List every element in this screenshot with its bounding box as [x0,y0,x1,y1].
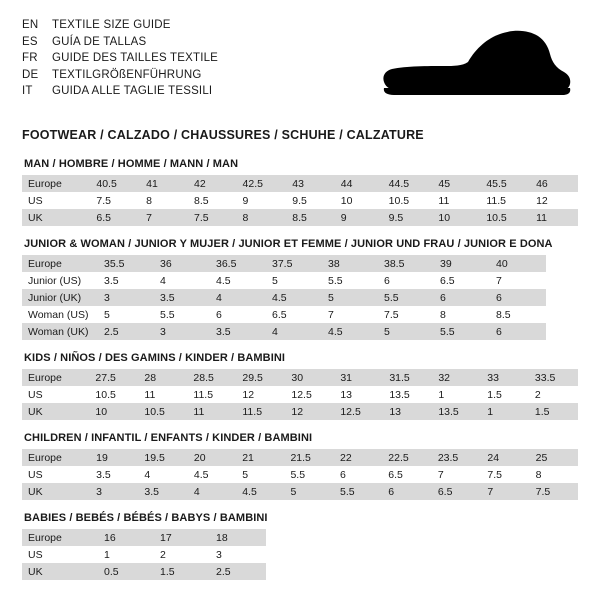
cell: 10 [335,192,383,209]
cell: 7 [481,483,529,500]
cell: 3 [154,323,210,340]
row-label: US [22,546,98,563]
cell: 12 [530,192,578,209]
row-label: Junior (UK) [22,289,98,306]
table-row [22,529,266,546]
cell: 4 [188,483,236,500]
cell: 1 [432,386,481,403]
cell: 6.5 [382,466,432,483]
section-kids [22,352,578,420]
cell: 6.5 [434,272,490,289]
table-row [22,272,546,289]
cell: 5 [284,483,334,500]
cell: 4 [138,466,188,483]
cell: 13.5 [383,386,432,403]
category-title: FOOTWEAR / CALZADO / CHAUSSURES / SCHUHE / CALZATURE [22,128,424,142]
cell: 24 [481,449,529,466]
cell: 5 [236,466,284,483]
table-row [22,563,266,580]
section-title: CHILDREN / INFANTIL / ENFANTS / KINDER / BAMBINI [24,432,313,444]
table-row [22,403,578,420]
cell: 10.5 [89,386,138,403]
page-header [22,16,578,114]
size-table-junior-woman [22,255,546,340]
cell: 4 [266,323,322,340]
cell: 12 [236,386,285,403]
cell: 2.5 [210,563,266,580]
cell: 7 [140,209,188,226]
cell: 45.5 [480,175,530,192]
cell: 6 [210,306,266,323]
row-label: UK [22,403,89,420]
cell: 32 [432,369,481,386]
cell: 2 [154,546,210,563]
language-code: ES [22,35,38,48]
cell: 25 [530,449,578,466]
cell: 11 [138,386,187,403]
cell: 10 [432,209,480,226]
cell: 33 [481,369,529,386]
cell: 9 [335,209,383,226]
language-title: GUIDE DES TAILLES TEXTILE [52,52,219,64]
table-row [22,369,578,386]
cell: 29.5 [236,369,285,386]
cell: 12 [285,403,334,420]
cell: 21 [236,449,284,466]
cell: 8 [530,466,578,483]
cell: 7 [322,306,378,323]
cell: 5.5 [322,272,378,289]
cell: 40.5 [90,175,140,192]
cell: 20 [188,449,236,466]
cell: 41 [140,175,188,192]
section-man [22,158,578,226]
cell: 1 [481,403,529,420]
cell: 4.5 [210,272,266,289]
cell: 19 [90,449,138,466]
cell: 8 [434,306,490,323]
cell: 31.5 [383,369,432,386]
language-title: GUIDA ALLE TAGLIE TESSILI [52,85,213,97]
language-title: TEXTILE SIZE GUIDE [52,19,171,31]
cell: 22.5 [382,449,432,466]
cell: 6 [434,289,490,306]
cell: 8.5 [490,306,546,323]
row-label: Woman (UK) [22,323,98,340]
cell: 23.5 [432,449,482,466]
cell: 8.5 [188,192,237,209]
cell: 10.5 [138,403,187,420]
size-table-kids [22,369,578,420]
cell: 3.5 [98,272,154,289]
table-row [22,546,266,563]
cell: 1.5 [481,386,529,403]
language-title: TEXTILGRÖßENFÜHRUNG [52,68,202,81]
cell: 6 [334,466,382,483]
cell: 42 [188,175,237,192]
table-row [22,175,578,192]
row-label: US [22,466,90,483]
row-label: Europe [22,175,90,192]
cell: 9.5 [286,192,335,209]
table-row [22,483,578,500]
cell: 5.5 [334,483,382,500]
cell: 1 [98,546,154,563]
cell: 3 [98,289,154,306]
size-table-children [22,449,578,500]
size-table-man [22,175,578,226]
cell: 7.5 [481,466,529,483]
table-row [22,323,546,340]
cell: 6 [382,483,432,500]
cell: 4.5 [266,289,322,306]
table-row [22,209,578,226]
language-row [22,18,218,34]
cell: 4 [210,289,266,306]
cell: 3.5 [138,483,188,500]
cell: 7 [490,272,546,289]
cell: 31 [334,369,383,386]
row-label: UK [22,483,90,500]
cell: 27.5 [89,369,138,386]
cell: 6 [490,289,546,306]
cell: 36 [154,255,210,272]
table-row [22,255,546,272]
cell: 39 [434,255,490,272]
cell: 6 [490,323,546,340]
language-row [22,84,218,100]
row-label: Europe [22,529,98,546]
cell: 36.5 [210,255,266,272]
language-code: FR [22,52,38,64]
cell: 10.5 [383,192,433,209]
cell: 6.5 [90,209,140,226]
cell: 33.5 [529,369,578,386]
cell: 11 [432,192,480,209]
dress-shoe-icon [372,26,572,114]
cell: 12.5 [285,386,334,403]
table-row [22,386,578,403]
row-label: Europe [22,255,98,272]
cell: 28.5 [187,369,236,386]
cell: 6.5 [432,483,482,500]
cell: 10 [89,403,138,420]
table-row [22,289,546,306]
cell: 3.5 [210,323,266,340]
cell: 4.5 [322,323,378,340]
language-title: GUÍA DE TALLAS [52,35,147,48]
row-label: UK [22,209,90,226]
cell: 11.5 [480,192,530,209]
language-row [22,35,218,51]
row-label: Junior (US) [22,272,98,289]
cell: 1.5 [529,403,578,420]
row-label: US [22,386,89,403]
section-title: KIDS / NIÑOS / DES GAMINS / KINDER / BAMBINI [24,352,286,364]
language-code: EN [22,19,39,31]
cell: 5.5 [434,323,490,340]
cell: 17 [154,529,210,546]
cell: 6 [378,272,434,289]
table-row [22,306,546,323]
row-label: UK [22,563,98,580]
cell: 38.5 [378,255,434,272]
section-babies [22,512,578,580]
cell: 30 [285,369,334,386]
section-title: MAN / HOMBRE / HOMME / MANN / MAN [24,158,239,170]
table-row [22,192,578,209]
cell: 7 [432,466,482,483]
cell: 8 [237,209,287,226]
cell: 13 [334,386,383,403]
cell: 13 [383,403,432,420]
table-row [22,449,578,466]
cell: 21.5 [284,449,334,466]
cell: 7.5 [378,306,434,323]
cell: 5.5 [154,306,210,323]
cell: 40 [490,255,546,272]
cell: 5 [266,272,322,289]
language-row [22,51,218,67]
cell: 7.5 [90,192,140,209]
cell: 3.5 [90,466,138,483]
cell: 3 [210,546,266,563]
cell: 9.5 [383,209,433,226]
cell: 6.5 [266,306,322,323]
size-table-babies [22,529,266,580]
cell: 13.5 [432,403,481,420]
cell: 37.5 [266,255,322,272]
cell: 19.5 [138,449,188,466]
cell: 4 [154,272,210,289]
cell: 35.5 [98,255,154,272]
cell: 18 [210,529,266,546]
row-label: Europe [22,449,90,466]
row-label: Woman (US) [22,306,98,323]
cell: 0.5 [98,563,154,580]
row-label: Europe [22,369,89,386]
cell: 22 [334,449,382,466]
language-row [22,68,218,84]
cell: 9 [237,192,287,209]
cell: 8 [140,192,188,209]
language-code: IT [22,85,33,97]
language-list [22,16,218,100]
cell: 10.5 [480,209,530,226]
cell: 38 [322,255,378,272]
section-title: BABIES / BEBÉS / BÉBÉS / BABYS / BAMBINI [24,512,268,524]
cell: 11 [530,209,578,226]
cell: 46 [530,175,578,192]
section-title: JUNIOR & WOMAN / JUNIOR Y MUJER / JUNIOR ET FEMME / JUNIOR UND FRAU / JUNIOR E DONA [24,238,553,250]
cell: 2.5 [98,323,154,340]
cell: 4.5 [188,466,236,483]
language-code: DE [22,68,39,81]
cell: 12.5 [334,403,383,420]
cell: 44.5 [383,175,433,192]
cell: 11.5 [236,403,285,420]
cell: 4.5 [236,483,284,500]
section-junior-woman [22,238,578,340]
cell: 5 [98,306,154,323]
cell: 5.5 [284,466,334,483]
cell: 16 [98,529,154,546]
cell: 2 [529,386,578,403]
row-label: US [22,192,90,209]
cell: 5 [378,323,434,340]
cell: 42.5 [237,175,287,192]
cell: 11.5 [187,386,236,403]
cell: 3 [90,483,138,500]
cell: 28 [138,369,187,386]
section-children [22,432,578,500]
cell: 11 [187,403,236,420]
cell: 45 [432,175,480,192]
cell: 3.5 [154,289,210,306]
cell: 7.5 [530,483,578,500]
cell: 1.5 [154,563,210,580]
cell: 7.5 [188,209,237,226]
cell: 44 [335,175,383,192]
table-row [22,466,578,483]
cell: 5.5 [378,289,434,306]
cell: 8.5 [286,209,335,226]
cell: 43 [286,175,335,192]
cell: 5 [322,289,378,306]
